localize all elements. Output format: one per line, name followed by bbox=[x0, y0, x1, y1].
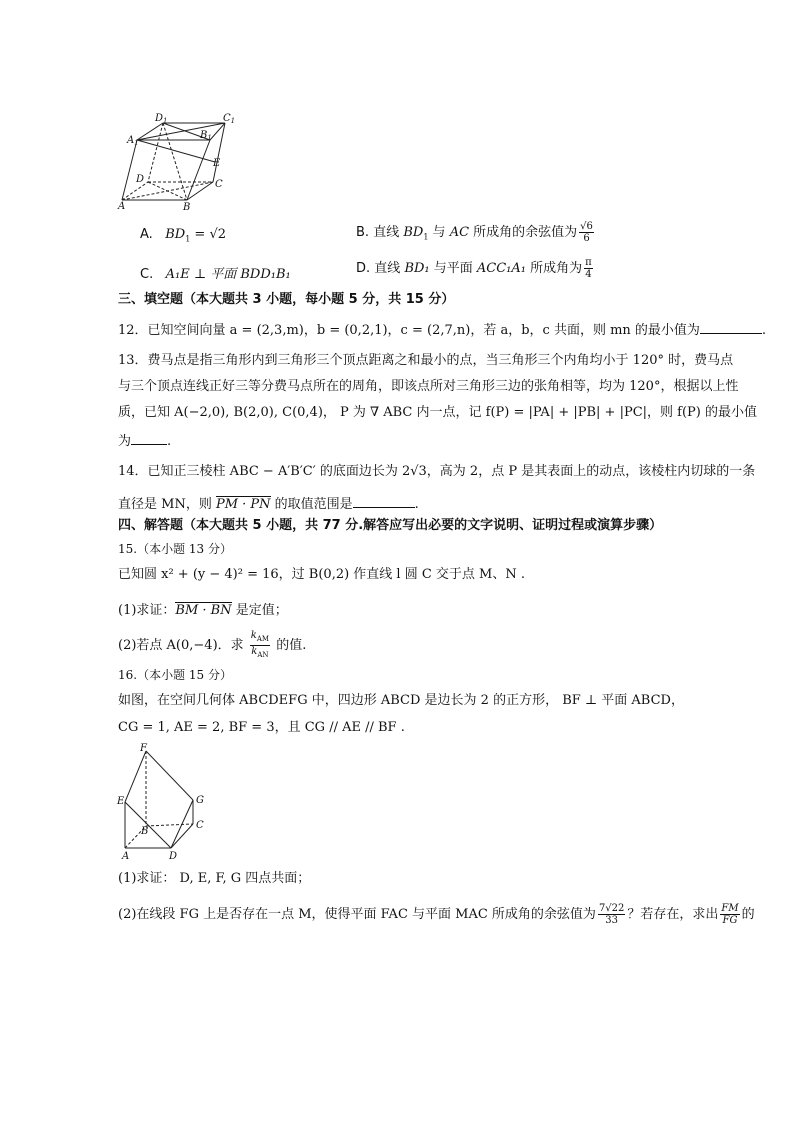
num: FM bbox=[721, 903, 739, 914]
label-B: B bbox=[141, 826, 149, 837]
label-B1: $B_1$ bbox=[200, 130, 212, 142]
option-letter: B. bbox=[356, 225, 370, 240]
q15-p1b: 是定值； bbox=[231, 603, 288, 618]
num: k bbox=[250, 630, 257, 641]
option-b-seg: BD bbox=[403, 225, 424, 240]
option-c-text: A₁E ⊥ 平面 BDD₁B₁ bbox=[165, 267, 291, 282]
q14-line2b: 的取值范围是 bbox=[270, 497, 353, 512]
vertex-label: D bbox=[155, 113, 164, 124]
option-a-text: BD bbox=[165, 227, 186, 242]
den: k bbox=[251, 646, 258, 657]
ratio-fraction bbox=[720, 903, 739, 926]
vertex-label: B bbox=[200, 130, 208, 141]
q13-line3: 质，已知 A(−2,0), B(2,0), C(0,4)， P 为 ∇ ABC 内一点，记 f(P) = |PA| + |PB| + |PC|，则 f(P) 的最小值 bbox=[118, 405, 757, 420]
q16-p2c: 的 bbox=[741, 907, 755, 922]
q12 bbox=[118, 321, 766, 339]
q14-line1: 14．已知正三棱柱 ABC − A′B′C′ 的底面边长为 2√3，高为 2，点 P 是其表面上的动点，该棱柱内切球的一条 bbox=[118, 464, 756, 479]
q14-line2a: 直径是 MN，则 bbox=[118, 497, 216, 512]
q16-p2a: (2)在线段 FG 上是否存在一点 M，使得平面 FAC 与平面 MAC 所成角的余弦值为 bbox=[118, 907, 596, 922]
q15-header: 15.（本小题 13 分） bbox=[118, 542, 232, 556]
option-b-post: 所成角的余弦值为 bbox=[469, 225, 578, 240]
vector-product: PM · PN bbox=[215, 497, 271, 512]
q16-header: 16.（本小题 15 分） bbox=[118, 668, 232, 682]
num: √6 bbox=[580, 221, 593, 232]
sub: AM bbox=[256, 635, 270, 643]
q15-part1 bbox=[118, 603, 288, 619]
slope-ratio bbox=[250, 630, 270, 661]
fraction bbox=[584, 257, 593, 280]
label-C: C bbox=[196, 820, 204, 831]
answer-blank bbox=[700, 321, 762, 334]
label-A1: $A_1$ bbox=[127, 135, 139, 147]
num: 7√22 bbox=[598, 903, 625, 914]
q15-p2b: 的值. bbox=[272, 638, 307, 653]
section3-title: 三、填空题（本大题共 3 小题，每小题 5 分，共 15 分） bbox=[118, 292, 455, 307]
label-F: F bbox=[140, 743, 147, 754]
q16-line1: 如图，在空间几何体 ABCDEFG 中，四边形 ABCD 是边长为 2 的正方形， BF ⊥ 平面 ABCD， bbox=[118, 693, 684, 708]
option-a-eq: = √2 bbox=[190, 227, 226, 242]
label-D1: $D_1$ bbox=[155, 113, 168, 125]
q15-part2 bbox=[118, 630, 306, 661]
q12-end: . bbox=[761, 323, 767, 338]
option-b-mid: 与 bbox=[428, 225, 450, 240]
den: 33 bbox=[605, 915, 619, 926]
polyhedron-figure bbox=[116, 742, 216, 862]
label-E: E bbox=[117, 796, 125, 807]
option-d-post: 所成角为 bbox=[525, 261, 583, 276]
sub: 1 bbox=[423, 232, 429, 242]
den: FG bbox=[722, 915, 738, 926]
q14-line2 bbox=[118, 495, 419, 513]
option-d-seg: BD₁ bbox=[404, 261, 430, 276]
vertex-label: C bbox=[223, 113, 231, 124]
answer-blank bbox=[353, 495, 415, 508]
fraction bbox=[579, 221, 594, 244]
q13-line4 bbox=[118, 432, 171, 450]
option-d-mid: 与平面 bbox=[429, 261, 477, 276]
den: 6 bbox=[583, 233, 590, 244]
option-d bbox=[356, 255, 595, 283]
option-a bbox=[140, 227, 226, 244]
option-letter: D. bbox=[356, 261, 371, 276]
label-G: G bbox=[196, 795, 204, 806]
answer-blank bbox=[131, 432, 167, 445]
option-d-pre: 直线 bbox=[374, 261, 405, 276]
label-D: D bbox=[169, 851, 178, 862]
label-A: A bbox=[122, 851, 130, 862]
q13-line2: 与三个顶点连线正好三等分费马点所在的周角，即该点所对三角形三边的张角相等，均为 120°，根据以上性 bbox=[118, 379, 739, 394]
q15-stem: 已知圆 x² + (y − 4)² = 16，过 B(0,2) 作直线 l 圆 C 交于点 M、N . bbox=[118, 567, 526, 582]
q16-p2b: ？若存在，求出 bbox=[627, 907, 719, 922]
q12-text: 12．已知空间向量 a = (2,3,m)，b = (0,2,1)，c = (2,7,n)，若 a，b，c 共面，则 mn 的最小值为 bbox=[118, 323, 700, 338]
vector-product: BM · BN bbox=[175, 603, 232, 618]
option-b-ac: AC bbox=[449, 225, 470, 240]
label-C: C bbox=[215, 179, 223, 190]
label-B: B bbox=[183, 202, 191, 212]
vertex-label: A bbox=[127, 135, 135, 146]
den: 4 bbox=[585, 269, 592, 280]
q15-p1a: (1)求证： bbox=[118, 603, 176, 618]
q16-part1: (1)求证： D, E, F, G 四点共面； bbox=[118, 871, 311, 886]
label-D: D bbox=[136, 174, 145, 185]
option-letter: A. bbox=[140, 227, 153, 242]
parallelepiped-figure bbox=[115, 112, 240, 212]
option-c bbox=[140, 263, 291, 282]
sub: 1 bbox=[185, 234, 191, 244]
option-b bbox=[356, 219, 596, 252]
label-C1: $C_1$ bbox=[223, 113, 236, 125]
sub: AN bbox=[257, 651, 269, 659]
q13-line4-text: 为 bbox=[118, 434, 132, 449]
label-A: A bbox=[118, 201, 126, 212]
option-d-plane: ACC₁A₁ bbox=[476, 261, 526, 276]
q13-end: . bbox=[167, 434, 172, 449]
q13-line1: 13．费马点是指三角形内到三角形三个顶点距离之和最小的点，当三角形三个内角均小于 120° 时，费马点 bbox=[118, 353, 734, 368]
option-b-pre: 直线 bbox=[373, 225, 404, 240]
option-letter: C. bbox=[140, 267, 154, 282]
label-E: E bbox=[213, 158, 221, 169]
num: π bbox=[585, 257, 592, 268]
q14-end: . bbox=[414, 497, 419, 512]
fraction bbox=[598, 903, 625, 926]
q16-line2: CG = 1, AE = 2, BF = 3，且 CG // AE // BF . bbox=[118, 720, 405, 735]
section4-title: 四、解答题（本大题共 5 小题，共 77 分.解答应写出必要的文字说明、证明过程或演算步骤） bbox=[118, 518, 663, 533]
q16-part2 bbox=[118, 899, 755, 931]
q15-p2a: (2)若点 A(0,−4)．求 bbox=[118, 638, 248, 653]
